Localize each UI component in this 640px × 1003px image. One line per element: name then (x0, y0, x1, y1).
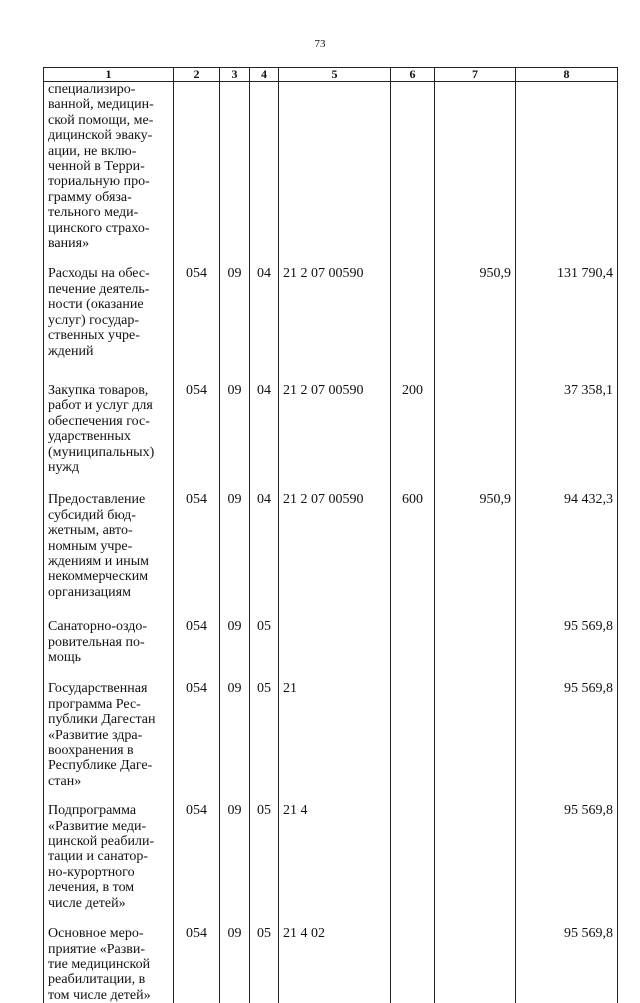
row-spacer (44, 251, 618, 263)
table-header-row (44, 68, 618, 82)
spacer-cell (174, 359, 220, 380)
cell-amount-8 (516, 82, 618, 252)
column-header: 1 (44, 68, 174, 82)
budget-table (43, 67, 618, 1003)
cell-amount-8: 95 569,8 (516, 678, 618, 789)
spacer-cell (279, 789, 391, 800)
spacer-cell (174, 665, 220, 678)
cell-name: Государственная программа Рес- публики Дагестан «Развитие здра- воохранения в Республике Даге- стан» (44, 678, 174, 789)
spacer-cell (174, 911, 220, 923)
cell-expense-type (391, 263, 435, 358)
page-number: 73 (314, 38, 326, 50)
cell-section: 09 (220, 616, 250, 665)
spacer-cell (391, 600, 435, 616)
spacer-cell (44, 251, 174, 263)
cell-ministry-code: 054 (174, 923, 220, 1003)
spacer-cell (174, 475, 220, 489)
cell-amount-8: 131 790,4 (516, 263, 618, 358)
column-header: 7 (435, 68, 516, 82)
cell-expense-type (391, 678, 435, 789)
cell-amount-7 (435, 380, 516, 475)
cell-target-article: 21 2 07 00590 (279, 263, 391, 358)
cell-target-article (279, 82, 391, 252)
spacer-cell (435, 251, 516, 263)
spacer-cell (435, 789, 516, 800)
cell-amount-8: 94 432,3 (516, 489, 618, 600)
cell-section: 09 (220, 800, 250, 911)
row-spacer (44, 911, 618, 923)
spacer-cell (516, 911, 618, 923)
spacer-cell (174, 251, 220, 263)
cell-expense-type (391, 800, 435, 911)
spacer-cell (279, 600, 391, 616)
row-spacer (44, 789, 618, 800)
cell-ministry-code (174, 82, 220, 252)
spacer-cell (516, 251, 618, 263)
spacer-cell (435, 359, 516, 380)
cell-expense-type: 200 (391, 380, 435, 475)
spacer-cell (279, 251, 391, 263)
cell-section: 09 (220, 678, 250, 789)
cell-amount-8: 95 569,8 (516, 923, 618, 1003)
cell-target-article: 21 (279, 678, 391, 789)
cell-subsection: 04 (250, 263, 279, 358)
cell-target-article (279, 616, 391, 665)
cell-amount-8: 95 569,8 (516, 800, 618, 911)
spacer-cell (220, 475, 250, 489)
cell-amount-7 (435, 616, 516, 665)
spacer-cell (516, 600, 618, 616)
column-header: 3 (220, 68, 250, 82)
cell-expense-type: 600 (391, 489, 435, 600)
spacer-cell (44, 911, 174, 923)
column-header: 6 (391, 68, 435, 82)
cell-name: Расходы на обес- печение деятель- ности (оказание услуг) государ- ственных учре- ждений (44, 263, 174, 358)
table-row (44, 800, 618, 911)
cell-section: 09 (220, 489, 250, 600)
cell-expense-type (391, 923, 435, 1003)
cell-name: Подпрограмма «Развитие меди- цинской реабили- тации и санатор- но-курортного лечения, в том числе детей» (44, 800, 174, 911)
spacer-cell (516, 789, 618, 800)
spacer-cell (250, 665, 279, 678)
cell-subsection: 05 (250, 616, 279, 665)
spacer-cell (391, 475, 435, 489)
spacer-cell (516, 475, 618, 489)
cell-amount-7: 950,9 (435, 263, 516, 358)
spacer-cell (435, 911, 516, 923)
cell-ministry-code: 054 (174, 263, 220, 358)
cell-amount-8: 37 358,1 (516, 380, 618, 475)
table-row (44, 616, 618, 665)
cell-name: специализиро- ванной, медицин- ской помощи, ме- дицинской эваку- ации, не вклю- ченной в Терри- ториальную про- грамму обяза- тельного меди- цинского страхо- вания» (44, 82, 174, 252)
spacer-cell (391, 789, 435, 800)
cell-subsection: 05 (250, 923, 279, 1003)
cell-subsection: 04 (250, 489, 279, 600)
cell-subsection (250, 82, 279, 252)
row-spacer (44, 475, 618, 489)
cell-amount-7: 950,9 (435, 489, 516, 600)
spacer-cell (435, 475, 516, 489)
spacer-cell (391, 251, 435, 263)
cell-amount-7 (435, 82, 516, 252)
spacer-cell (44, 665, 174, 678)
spacer-cell (279, 911, 391, 923)
cell-ministry-code: 054 (174, 800, 220, 911)
spacer-cell (279, 665, 391, 678)
cell-amount-8: 95 569,8 (516, 616, 618, 665)
cell-ministry-code: 054 (174, 616, 220, 665)
spacer-cell (44, 359, 174, 380)
cell-ministry-code: 054 (174, 678, 220, 789)
row-spacer (44, 600, 618, 616)
spacer-cell (391, 911, 435, 923)
spacer-cell (220, 789, 250, 800)
spacer-cell (44, 789, 174, 800)
spacer-cell (44, 475, 174, 489)
cell-name: Предоставление субсидий бюд- жетным, авто- номным учре- ждениям и иным некоммерческим организациям (44, 489, 174, 600)
spacer-cell (279, 359, 391, 380)
column-header: 8 (516, 68, 618, 82)
spacer-cell (174, 600, 220, 616)
cell-section: 09 (220, 380, 250, 475)
spacer-cell (250, 251, 279, 263)
cell-section (220, 82, 250, 252)
table-row (44, 263, 618, 358)
cell-ministry-code: 054 (174, 489, 220, 600)
spacer-cell (220, 251, 250, 263)
spacer-cell (44, 600, 174, 616)
spacer-cell (435, 600, 516, 616)
cell-section: 09 (220, 923, 250, 1003)
spacer-cell (220, 359, 250, 380)
spacer-cell (174, 789, 220, 800)
column-header: 5 (279, 68, 391, 82)
cell-target-article: 21 4 02 (279, 923, 391, 1003)
table-row (44, 923, 618, 1003)
cell-name: Закупка товаров, работ и услуг для обеспечения гос- ударственных (муниципальных) нужд (44, 380, 174, 475)
spacer-cell (279, 475, 391, 489)
spacer-cell (250, 600, 279, 616)
cell-target-article: 21 2 07 00590 (279, 489, 391, 600)
table-row (44, 678, 618, 789)
cell-amount-7 (435, 678, 516, 789)
cell-name: Основное меро- приятие «Разви- тие медицинской реабилитации, в том числе детей» (44, 923, 174, 1003)
spacer-cell (220, 665, 250, 678)
cell-section: 09 (220, 263, 250, 358)
cell-subsection: 05 (250, 800, 279, 911)
cell-subsection: 04 (250, 380, 279, 475)
cell-amount-7 (435, 923, 516, 1003)
column-header: 4 (250, 68, 279, 82)
spacer-cell (220, 600, 250, 616)
column-header: 2 (174, 68, 220, 82)
table-row (44, 82, 618, 252)
table-row (44, 380, 618, 475)
cell-target-article: 21 2 07 00590 (279, 380, 391, 475)
cell-expense-type (391, 616, 435, 665)
cell-target-article: 21 4 (279, 800, 391, 911)
spacer-cell (391, 665, 435, 678)
cell-subsection: 05 (250, 678, 279, 789)
cell-name: Санаторно-оздо- ровительная по- мощь (44, 616, 174, 665)
spacer-cell (250, 789, 279, 800)
spacer-cell (391, 359, 435, 380)
cell-amount-7 (435, 800, 516, 911)
spacer-cell (250, 475, 279, 489)
row-spacer (44, 665, 618, 678)
spacer-cell (250, 359, 279, 380)
table-row (44, 489, 618, 600)
spacer-cell (250, 911, 279, 923)
cell-expense-type (391, 82, 435, 252)
spacer-cell (435, 665, 516, 678)
spacer-cell (220, 911, 250, 923)
cell-ministry-code: 054 (174, 380, 220, 475)
spacer-cell (516, 359, 618, 380)
spacer-cell (516, 665, 618, 678)
row-spacer (44, 359, 618, 380)
